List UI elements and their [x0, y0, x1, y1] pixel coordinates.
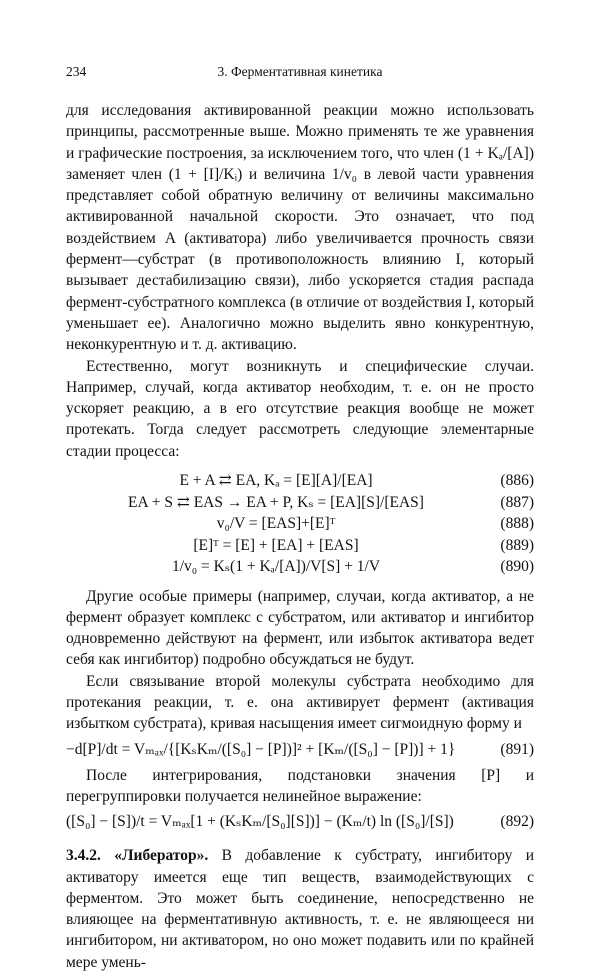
page-number: 234: [66, 64, 87, 79]
equation-891: [66, 735, 534, 765]
equation-889-body: [E]ᵀ = [E] + [EA] + [EAS]: [193, 536, 359, 554]
equation-887: [66, 492, 534, 514]
equation-888-body: v₀/V = [EAS]+[E]ᵀ: [216, 515, 336, 533]
equation-889: [66, 535, 534, 557]
equation-888: [66, 513, 534, 535]
equation-886: [66, 470, 534, 492]
paragraph-special-cases: Естественно, могут возникнуть и специфические случаи. Например, случай, когда активатор необходим, т. е. он не просто ускоряет реакцию, а в его отсутствие реакция вообще не может протекать. Тогда следует рассмотреть следующие элементарные стадии процесса:: [66, 357, 534, 460]
equation-892-body: ([S₀] − [S])/t = Vₘₐₓ[1 + (KₛKₘ/[S₀][S])] − (Kₘ/t) ln ([S₀]/[S]): [66, 813, 454, 831]
equation-892-number: (892): [500, 813, 534, 831]
paragraph-activated-reaction: для исследования активированной реакции можно использовать принципы, рассмотренные выше. Можно применять те же уравнения и графические построения, за исключением того, что член (1 + Kₐ/[A]) заменяет член (1 + [I]/Kᵢ) и величина 1/v₀ в левой части уравнения представляет собой обратную величину от величины максимально активированной начальной скорости. Это означает, что под воздействием A (активатора) либо увеличивается прочность связи фермент—субстрат (в противоположность влиянию I, который вызывает дестабилизацию связи), либо ускоряется стадия распада фермент-субстратного комплекса (в отличие от воздействия I, который уменьшает ее). Аналогично можно выделить явно конкурентную, неконкурентную и т. д. активацию.: [66, 102, 534, 354]
equation-886-body: E + A ⇄ EA, Kₐ = [E][A]/[EA]: [179, 472, 373, 490]
equation-889-number: (889): [500, 536, 534, 554]
page-header: [66, 64, 534, 82]
section-heading: 3.4.2. «Либератор».: [66, 847, 209, 865]
equation-890-number: (890): [500, 558, 534, 576]
equation-887-body: EA + S ⇄ EAS → EA + P, Kₛ = [EA][S]/[EAS]: [128, 493, 424, 511]
equation-890: [66, 556, 534, 578]
equation-891-body: −d[P]/dt = Vₘₐₓ/{[KₛKₘ/([S₀] − [P])]² + [Kₘ/([S₀] − [P])] + 1}: [66, 740, 456, 758]
chapter-title: 3. Ферментативная кинетика: [217, 64, 383, 79]
equation-890-body: 1/v₀ = Kₛ(1 + Kₐ/[A])/V[S] + 1/V: [171, 558, 381, 576]
equation-886-number: (886): [500, 472, 534, 490]
paragraph-other-examples: Другие особые примеры (например, случаи, когда активатор, а не фермент образует комплекс с субстратом, или активатор и ингибитор одновременно действуют на фермент, или избыток активатора ведет себя как ингибитор) подробно обсуждаться не будут.: [66, 587, 534, 669]
equation-888-number: (888): [500, 515, 534, 533]
equation-887-number: (887): [500, 493, 534, 511]
equation-892: [66, 807, 534, 837]
page-body: [66, 100, 534, 973]
paragraph-substrate-activation: Если связывание второй молекулы субстрата необходимо для протекания реакции, т. е. она активирует фермент (активация избытком субстрата), кривая насыщения имеет сигмоидную форму и: [66, 672, 534, 733]
section-liberator: [66, 845, 534, 973]
equation-891-number: (891): [500, 740, 534, 758]
paragraph-integration: После интегрирования, подстановки значения [P] и перегруппировки получается нелинейное выражение:: [66, 766, 534, 805]
section-text: В добавление к субстрату, ингибитору и активатору имеется еще тип веществ, взаимодействующих с ферментом. Это может быть соединение, непосредственно не влияющее на ферментативную активность, т. е. не являющееся ни ингибитором, ни активатором, но оно может подавить или по крайней мере умень-: [66, 847, 535, 971]
